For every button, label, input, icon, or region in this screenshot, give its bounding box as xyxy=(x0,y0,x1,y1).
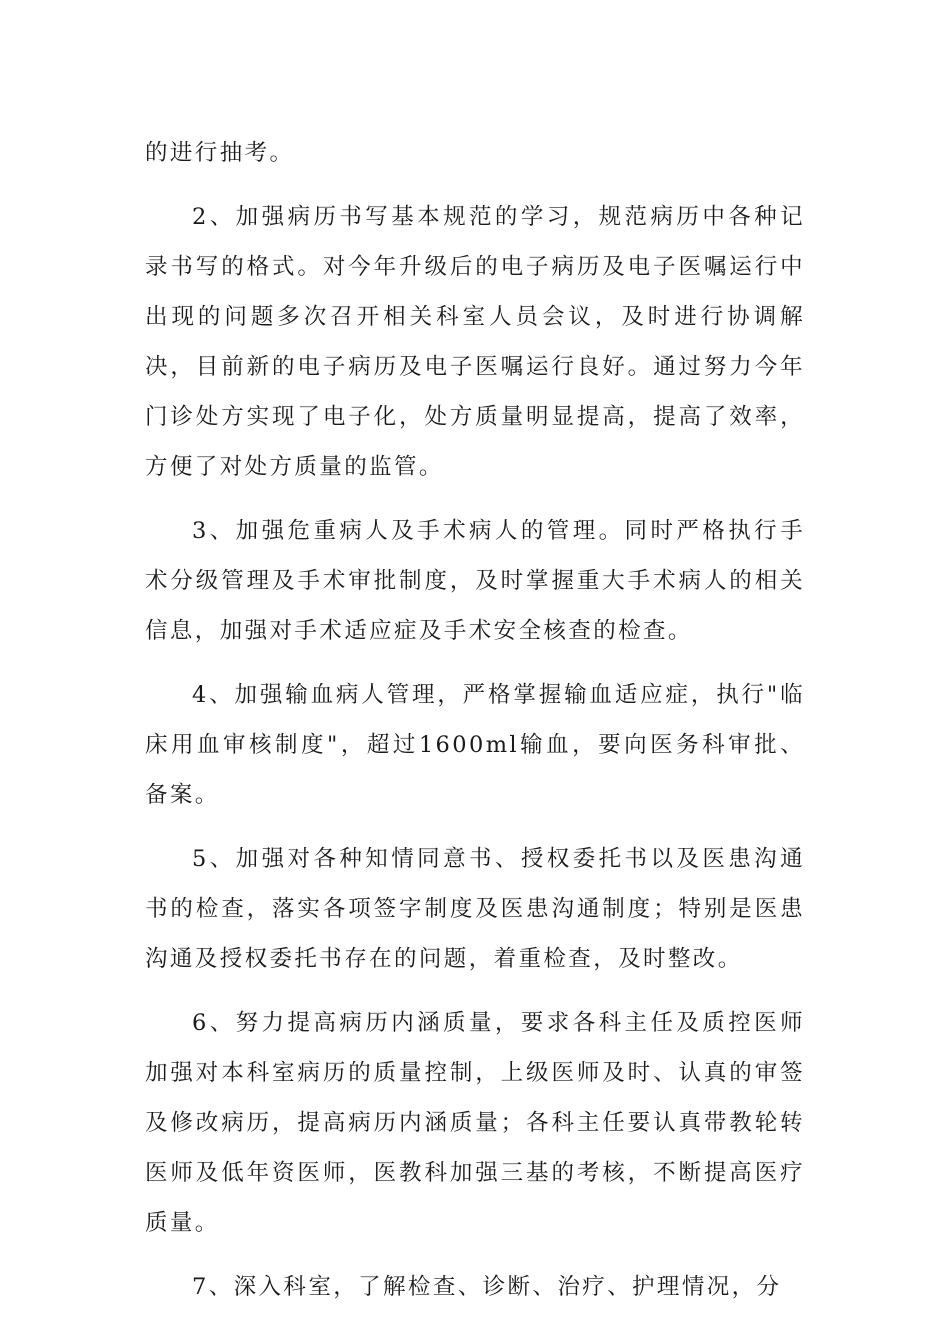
paragraph-item-7: 7、深入科室，了解检查、诊断、治疗、护理情况，分 xyxy=(192,1274,782,1300)
paragraph-item-4: 4、加强输血病人管理，严格掌握输血适应症，执行"临床用血审核制度"，超过1600ml输血，要向医务科审批、备案。 xyxy=(145,682,805,808)
paragraph-item-3: 3、加强危重病人及手术病人的管理。同时严格执行手术分级管理及手术审批制度，及时掌握重大手术病人的相关信息，加强对手术适应症及手术安全核查的检查。 xyxy=(145,518,805,644)
paragraph-continuation: 的进行抽考。 xyxy=(145,140,295,166)
paragraph-item-6: 6、努力提高病历内涵质量，要求各科主任及质控医师加强对本科室病历的质量控制，上级医师及时、认真的审签及修改病历，提高病历内涵质量；各科主任要认真带教轮转医师及低年资医师，医教科加强三基的考核，不断提高医疗质量。 xyxy=(145,1010,805,1236)
paragraph-item-5: 5、加强对各种知情同意书、授权委托书以及医患沟通书的检查，落实各项签字制度及医患沟通制度；特别是医患沟通及授权委托书存在的问题，着重检查，及时整改。 xyxy=(145,846,805,972)
document-page xyxy=(145,128,805,1326)
paragraph-item-2: 2、加强病历书写基本规范的学习，规范病历中各种记录书写的格式。对今年升级后的电子病历及电子医嘱运行中出现的问题多次召开相关科室人员会议，及时进行协调解决，目前新的电子病历及电子医嘱运行良好。通过努力今年门诊处方实现了电子化，处方质量明显提高，提高了效率，方便了对处方质量的监管。 xyxy=(145,204,805,480)
